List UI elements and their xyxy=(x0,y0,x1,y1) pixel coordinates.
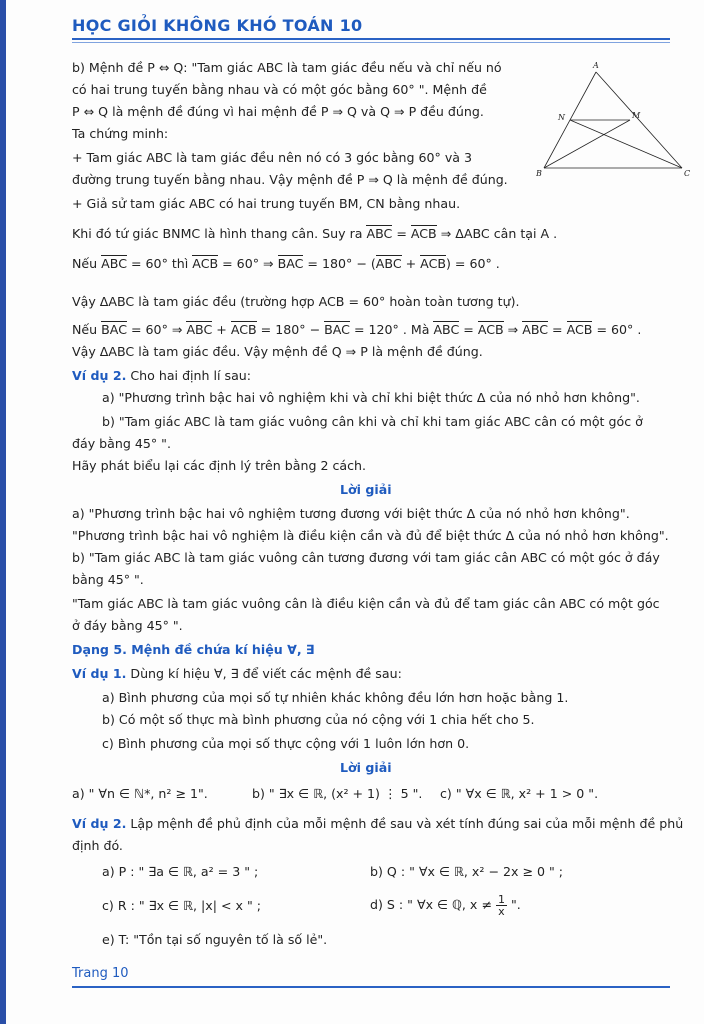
text-line: ở đáy bằng 45° ". xyxy=(72,618,183,633)
answer-a: a) " ∀n ∈ ℕ*, n² ≥ 1". xyxy=(72,786,208,801)
triangle-figure xyxy=(536,58,696,180)
footer-rule xyxy=(72,986,670,988)
angle-acb: ACB xyxy=(410,226,437,241)
text-line: "Phương trình bậc hai vô nghiệm là điều kiện cần và đủ để biệt thức Δ của nó nhỏ hơn không". xyxy=(72,528,669,543)
text-span: = 120° . Mà xyxy=(349,322,434,337)
page-header-title: HỌC GIỎI KHÔNG KHÓ TOÁN 10 xyxy=(72,16,363,35)
label-n: N xyxy=(558,113,565,122)
answer-b: b) " ∃x ∈ ℝ, (x² + 1) ⋮ 5 ". xyxy=(252,786,423,801)
answer-c: c) " ∀x ∈ ℝ, x² + 1 > 0 ". xyxy=(440,786,599,801)
text-line: a) "Phương trình bậc hai vô nghiệm khi và chỉ khi biệt thức Δ của nó nhỏ hơn không". xyxy=(102,390,640,405)
example-heading xyxy=(72,666,402,682)
text-line: b) Mệnh đề P ⇔ Q: "Tam giác ABC là tam giác đều nếu và chỉ nếu nó xyxy=(72,60,502,75)
proposition-s xyxy=(370,890,521,920)
solution-title: Lời giải xyxy=(340,760,392,775)
text-span: + xyxy=(401,256,421,271)
math-line xyxy=(72,322,641,338)
header-rule xyxy=(72,38,670,40)
text-line: P ⇔ Q là mệnh đề đúng vì hai mệnh đề P ⇒ Q và Q ⇒ P đều đúng. xyxy=(72,104,484,119)
text-line: có hai trung tuyến bằng nhau và có một góc bằng 60° ". Mệnh đề xyxy=(72,82,487,97)
text-span: ". xyxy=(506,897,521,912)
text-line: đáy bằng 45° ". xyxy=(72,436,171,451)
text-span: = 60° ⇒ xyxy=(218,256,278,271)
label-a: A xyxy=(593,61,599,70)
text-line: bằng 45° ". xyxy=(72,572,144,587)
text-line: Vậy ΔABC là tam giác đều. Vậy mệnh đề Q ⇒ P là mệnh đề đúng. xyxy=(72,344,483,359)
example-heading xyxy=(72,368,251,384)
text-span: = xyxy=(548,322,567,337)
text-line: + Tam giác ABC là tam giác đều nên nó có 3 góc bằng 60° và 3 xyxy=(72,150,473,165)
text-line: b) "Tam giác ABC là tam giác vuông cân tương đương với tam giác cân ABC có một góc ở đáy xyxy=(72,550,660,565)
example-heading xyxy=(72,816,683,832)
text-span: = xyxy=(459,322,478,337)
text-span: Nếu xyxy=(72,256,102,271)
fraction-denominator: x xyxy=(498,905,505,918)
text-span: = 60° ⇒ xyxy=(126,322,187,337)
math-line xyxy=(72,226,557,242)
math-line xyxy=(72,256,500,272)
text-span: d) S : " ∀x ∈ ℚ, x ≠ xyxy=(370,897,496,912)
example-label: Ví dụ 2. xyxy=(72,368,127,383)
fraction xyxy=(496,894,507,917)
angle-acb: ACB xyxy=(477,322,504,337)
text-span: ⇒ xyxy=(503,322,523,337)
text-line: Hãy phát biểu lại các định lý trên bằng 2 cách. xyxy=(72,458,367,473)
text-span: Lập mệnh đề phủ định của mỗi mệnh đề sau và xét tính đúng sai của mỗi mệnh đề phủ xyxy=(126,816,684,831)
label-m: M xyxy=(632,111,641,120)
header-rule-thin xyxy=(72,42,670,43)
angle-abc: ABC xyxy=(101,256,127,271)
text-span: = 60° thì xyxy=(126,256,193,271)
text-span: = 180° − xyxy=(256,322,325,337)
text-span: ⇒ ΔABC cân tại A . xyxy=(436,226,558,241)
text-line: b) Có một số thực mà bình phương của nó cộng với 1 chia hết cho 5. xyxy=(102,712,535,727)
page-edge-bar xyxy=(0,0,6,1024)
text-line: Vậy ΔABC là tam giác đều (trường hợp ACB = 60° hoàn toàn tương tự). xyxy=(72,294,520,309)
section-title: Dạng 5. Mệnh đề chứa kí hiệu ∀, ∃ xyxy=(72,642,315,657)
text-line: định đó. xyxy=(72,838,123,853)
text-span: Dùng kí hiệu ∀, ∃ để viết các mệnh đề sau: xyxy=(126,666,402,681)
angle-abc: ABC xyxy=(522,322,549,337)
fraction-numerator: 1 xyxy=(497,893,505,906)
text-span: Khi đó tứ giác BNMC là hình thang cân. Suy ra xyxy=(72,226,367,241)
text-line: Ta chứng minh: xyxy=(72,126,169,141)
angle-bac: BAC xyxy=(101,322,127,337)
label-c: C xyxy=(684,169,691,178)
text-line: a) Bình phương của mọi số tự nhiên khác không đều lớn hơn hoặc bằng 1. xyxy=(102,690,569,705)
page-number: Trang 10 xyxy=(72,966,129,981)
text-span: Nếu xyxy=(72,322,102,337)
angle-bac: BAC xyxy=(324,322,350,337)
text-span: + xyxy=(212,322,231,337)
label-b: B xyxy=(536,169,542,178)
text-span: Cho hai định lí sau: xyxy=(126,368,252,383)
angle-acb: ACB xyxy=(420,256,446,271)
example-label: Ví dụ 2. xyxy=(72,816,127,831)
angle-abc: ABC xyxy=(433,322,460,337)
angle-acb: ACB xyxy=(192,256,219,271)
text-span: = 60° . xyxy=(592,322,642,337)
proposition-r: c) R : " ∃x ∈ ℝ, |x| < x " ; xyxy=(102,898,261,913)
text-line: + Giả sử tam giác ABC có hai trung tuyến BM, CN bằng nhau. xyxy=(72,196,461,211)
text-line: đường trung tuyến bằng nhau. Vậy mệnh đề P ⇒ Q là mệnh đề đúng. xyxy=(72,172,508,187)
angle-acb: ACB xyxy=(566,322,593,337)
text-line: c) Bình phương của mọi số thực cộng với 1 luôn lớn hơn 0. xyxy=(102,736,470,751)
solution-title: Lời giải xyxy=(340,482,392,497)
text-span: = xyxy=(392,226,411,241)
example-label: Ví dụ 1. xyxy=(72,666,127,681)
angle-acb: ACB xyxy=(230,322,257,337)
angle-abc: ABC xyxy=(366,226,393,241)
text-span: = 180° − ( xyxy=(303,256,376,271)
text-line: a) "Phương trình bậc hai vô nghiệm tương đương với biệt thức Δ của nó nhỏ hơn không". xyxy=(72,506,630,521)
proposition-t: e) T: "Tồn tại số nguyên tố là số lẻ". xyxy=(102,932,328,947)
text-line: "Tam giác ABC là tam giác vuông cân là điều kiện cần và đủ để tam giác cân ABC có một góc xyxy=(72,596,660,611)
angle-abc: ABC xyxy=(375,256,402,271)
text-span: ) = 60° . xyxy=(446,256,500,271)
angle-abc: ABC xyxy=(186,322,213,337)
angle-bac: BAC xyxy=(277,256,304,271)
proposition-q: b) Q : " ∀x ∈ ℝ, x² − 2x ≥ 0 " ; xyxy=(370,864,564,879)
text-line: b) "Tam giác ABC là tam giác vuông cân khi và chỉ khi tam giác ABC cân có một góc ở xyxy=(102,414,643,429)
proposition-p: a) P : " ∃a ∈ ℝ, a² = 3 " ; xyxy=(102,864,259,879)
